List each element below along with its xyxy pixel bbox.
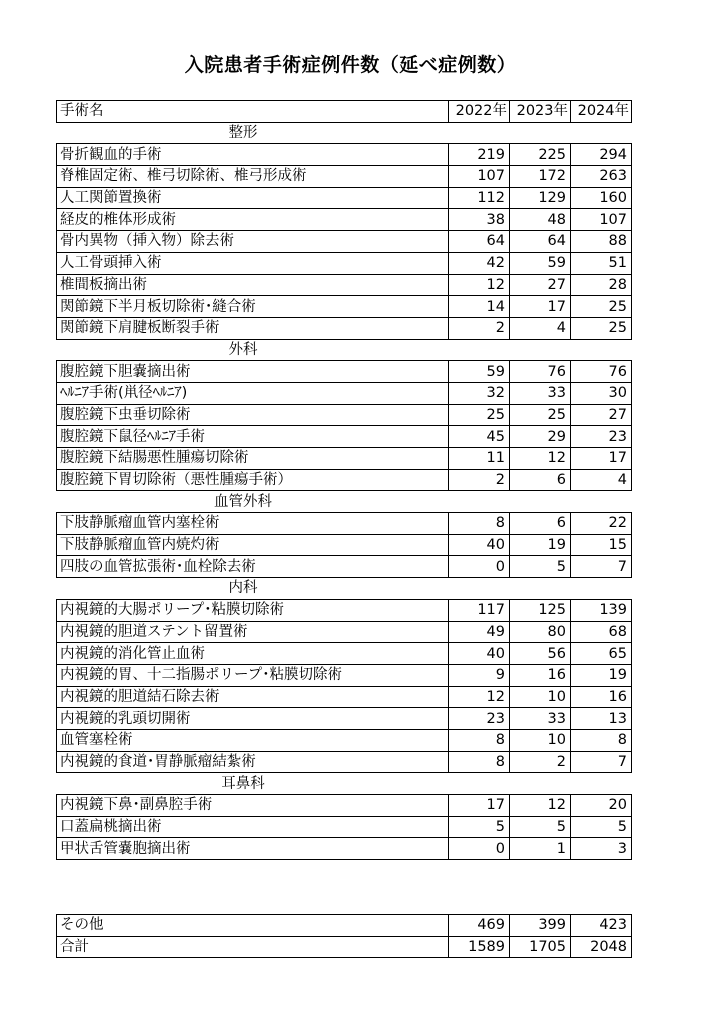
empty-cell	[571, 578, 632, 600]
count-2023-cell: 172	[510, 166, 571, 188]
count-2024-cell: 2048	[571, 936, 632, 958]
count-2024-cell: 294	[571, 144, 632, 166]
count-2022-cell: 2	[449, 317, 510, 339]
empty-cell	[510, 491, 571, 513]
procedure-name-cell: 関節鏡下肩腱板断裂手術	[57, 317, 449, 339]
count-2022-cell: 8	[449, 751, 510, 773]
count-2022-cell: 8	[449, 513, 510, 535]
empty-cell	[571, 122, 632, 144]
count-2023-cell: 10	[510, 729, 571, 751]
count-2024-cell: 107	[571, 209, 632, 231]
table-row	[57, 686, 632, 708]
procedure-name-cell: 脊椎固定術、椎弓切除術、椎弓形成術	[57, 166, 449, 188]
count-2024-cell: 27	[571, 404, 632, 426]
count-2022-cell: 0	[449, 838, 510, 860]
header-year-2023: 2023年	[510, 101, 571, 123]
count-2023-cell: 1705	[510, 936, 571, 958]
table-row	[57, 621, 632, 643]
count-2023-cell: 10	[510, 686, 571, 708]
count-2023-cell: 5	[510, 816, 571, 838]
section-header-row	[57, 491, 632, 513]
table-row	[57, 209, 632, 231]
count-2023-cell: 80	[510, 621, 571, 643]
procedure-name-cell: 骨内異物（挿入物）除去術	[57, 231, 449, 253]
count-2022-cell: 25	[449, 404, 510, 426]
count-2024-cell: 7	[571, 751, 632, 773]
procedure-name-cell: 腹腔鏡下鼠径ﾍﾙﾆｱ手術	[57, 426, 449, 448]
section-header-row	[57, 122, 632, 144]
count-2022-cell: 219	[449, 144, 510, 166]
count-2024-cell: 423	[571, 915, 632, 937]
procedure-name-cell: 内視鏡的乳頭切開術	[57, 708, 449, 730]
count-2023-cell: 64	[510, 231, 571, 253]
empty-cell	[449, 339, 510, 361]
procedure-name-cell: 内視鏡的胃、十二指腸ポリープ･粘膜切除術	[57, 664, 449, 686]
count-2022-cell: 1589	[449, 936, 510, 958]
count-2023-cell: 33	[510, 382, 571, 404]
count-2024-cell: 28	[571, 274, 632, 296]
count-2024-cell: 23	[571, 426, 632, 448]
count-2022-cell: 23	[449, 708, 510, 730]
count-2023-cell: 56	[510, 643, 571, 665]
count-2024-cell: 7	[571, 556, 632, 578]
count-2022-cell: 49	[449, 621, 510, 643]
table-row	[57, 708, 632, 730]
procedure-name-cell: 内視鏡下鼻･副鼻腔手術	[57, 795, 449, 817]
table-row	[57, 231, 632, 253]
procedure-name-cell: 内視鏡的胆道ステント留置術	[57, 621, 449, 643]
procedure-name-cell: 下肢静脈瘤血管内焼灼術	[57, 534, 449, 556]
count-2023-cell: 16	[510, 664, 571, 686]
count-2022-cell: 40	[449, 643, 510, 665]
count-2022-cell: 14	[449, 296, 510, 318]
table-header-row	[57, 101, 632, 123]
procedure-name-cell: 腹腔鏡下結腸悪性腫瘍切除術	[57, 448, 449, 470]
table-row	[57, 751, 632, 773]
count-2022-cell: 5	[449, 816, 510, 838]
totals-table	[56, 914, 632, 958]
table-row	[57, 729, 632, 751]
totals-row	[57, 936, 632, 958]
empty-cell	[510, 773, 571, 795]
table-row	[57, 795, 632, 817]
procedure-name-cell: 合計	[57, 936, 449, 958]
procedure-name-cell: 椎間板摘出術	[57, 274, 449, 296]
count-2024-cell: 16	[571, 686, 632, 708]
empty-cell	[510, 339, 571, 361]
count-2022-cell: 12	[449, 274, 510, 296]
count-2023-cell: 4	[510, 317, 571, 339]
empty-cell	[571, 339, 632, 361]
procedure-name-cell: 腹腔鏡下胆嚢摘出術	[57, 361, 449, 383]
count-2023-cell: 129	[510, 187, 571, 209]
table-row	[57, 317, 632, 339]
table-row	[57, 838, 632, 860]
table-row	[57, 144, 632, 166]
empty-cell	[449, 773, 510, 795]
table-row	[57, 448, 632, 470]
count-2024-cell: 17	[571, 448, 632, 470]
count-2022-cell: 32	[449, 382, 510, 404]
section-header-cell	[57, 339, 449, 361]
count-2023-cell: 25	[510, 404, 571, 426]
count-2024-cell: 13	[571, 708, 632, 730]
count-2023-cell: 1	[510, 838, 571, 860]
section-title: 耳鼻科	[221, 775, 265, 792]
count-2022-cell: 38	[449, 209, 510, 231]
table-row	[57, 252, 632, 274]
section-header-cell	[57, 491, 449, 513]
count-2023-cell: 48	[510, 209, 571, 231]
count-2024-cell: 30	[571, 382, 632, 404]
count-2024-cell: 88	[571, 231, 632, 253]
procedure-name-cell: 甲状舌管嚢胞摘出術	[57, 838, 449, 860]
count-2024-cell: 22	[571, 513, 632, 535]
count-2023-cell: 399	[510, 915, 571, 937]
count-2023-cell: 12	[510, 795, 571, 817]
count-2022-cell: 9	[449, 664, 510, 686]
count-2022-cell: 45	[449, 426, 510, 448]
table-row	[57, 513, 632, 535]
count-2023-cell: 5	[510, 556, 571, 578]
section-title: 内科	[228, 580, 258, 597]
count-2023-cell: 225	[510, 144, 571, 166]
empty-cell	[449, 578, 510, 600]
table-row	[57, 296, 632, 318]
empty-cell	[449, 122, 510, 144]
count-2024-cell: 4	[571, 469, 632, 491]
count-2023-cell: 6	[510, 469, 571, 491]
count-2023-cell: 19	[510, 534, 571, 556]
empty-cell	[510, 122, 571, 144]
count-2023-cell: 59	[510, 252, 571, 274]
count-2023-cell: 33	[510, 708, 571, 730]
empty-cell	[571, 773, 632, 795]
table-row	[57, 556, 632, 578]
procedure-name-cell: 関節鏡下半月板切除術･縫合術	[57, 296, 449, 318]
table-row	[57, 426, 632, 448]
procedure-name-cell: 骨折観血的手術	[57, 144, 449, 166]
section-title: 外科	[228, 341, 258, 358]
table-row	[57, 469, 632, 491]
section-header-row	[57, 773, 632, 795]
count-2022-cell: 11	[449, 448, 510, 470]
section-title: 血管外科	[214, 493, 272, 510]
section-header-row	[57, 578, 632, 600]
count-2022-cell: 117	[449, 599, 510, 621]
procedure-name-cell: 腹腔鏡下胃切除術（悪性腫瘍手術）	[57, 469, 449, 491]
count-2024-cell: 19	[571, 664, 632, 686]
section-title: 整形	[228, 125, 258, 142]
surgery-count-table	[56, 100, 632, 860]
table-row	[57, 166, 632, 188]
count-2023-cell: 17	[510, 296, 571, 318]
procedure-name-cell: ﾍﾙﾆｱ手術(鼡径ﾍﾙﾆｱ)	[57, 382, 449, 404]
totals-row	[57, 915, 632, 937]
count-2024-cell: 15	[571, 534, 632, 556]
count-2022-cell: 17	[449, 795, 510, 817]
procedure-name-cell: 内視鏡的食道･胃静脈瘤結紮術	[57, 751, 449, 773]
count-2024-cell: 5	[571, 816, 632, 838]
section-header-cell	[57, 122, 449, 144]
count-2024-cell: 68	[571, 621, 632, 643]
count-2024-cell: 20	[571, 795, 632, 817]
count-2022-cell: 42	[449, 252, 510, 274]
table-row	[57, 274, 632, 296]
count-2022-cell: 12	[449, 686, 510, 708]
table-row	[57, 361, 632, 383]
count-2024-cell: 160	[571, 187, 632, 209]
empty-cell	[449, 491, 510, 513]
count-2023-cell: 12	[510, 448, 571, 470]
count-2022-cell: 59	[449, 361, 510, 383]
table-row	[57, 643, 632, 665]
header-name-cell: 手術名	[57, 101, 449, 123]
procedure-name-cell: 内視鏡的大腸ポリープ･粘膜切除術	[57, 599, 449, 621]
count-2022-cell: 8	[449, 729, 510, 751]
count-2022-cell: 2	[449, 469, 510, 491]
count-2022-cell: 40	[449, 534, 510, 556]
count-2024-cell: 51	[571, 252, 632, 274]
page-title: 入院患者手術症例件数（延べ症例数）	[184, 54, 517, 76]
procedure-name-cell: 下肢静脈瘤血管内塞栓術	[57, 513, 449, 535]
section-header-cell	[57, 773, 449, 795]
count-2024-cell: 76	[571, 361, 632, 383]
count-2024-cell: 25	[571, 317, 632, 339]
section-header-cell	[57, 578, 449, 600]
procedure-name-cell: 内視鏡的胆道結石除去術	[57, 686, 449, 708]
count-2022-cell: 0	[449, 556, 510, 578]
procedure-name-cell: 腹腔鏡下虫垂切除術	[57, 404, 449, 426]
procedure-name-cell: 人工骨頭挿入術	[57, 252, 449, 274]
table-row	[57, 816, 632, 838]
table-row	[57, 404, 632, 426]
count-2024-cell: 263	[571, 166, 632, 188]
procedure-name-cell: 口蓋扁桃摘出術	[57, 816, 449, 838]
count-2024-cell: 3	[571, 838, 632, 860]
header-year-2022: 2022年	[449, 101, 510, 123]
count-2022-cell: 469	[449, 915, 510, 937]
header-year-2024: 2024年	[571, 101, 632, 123]
procedure-name-cell: 血管塞栓術	[57, 729, 449, 751]
surgery-table-body	[57, 101, 632, 860]
count-2023-cell: 6	[510, 513, 571, 535]
count-2022-cell: 112	[449, 187, 510, 209]
table-row	[57, 534, 632, 556]
count-2023-cell: 29	[510, 426, 571, 448]
table-row	[57, 187, 632, 209]
count-2024-cell: 139	[571, 599, 632, 621]
empty-cell	[510, 578, 571, 600]
count-2022-cell: 64	[449, 231, 510, 253]
procedure-name-cell: 経皮的椎体形成術	[57, 209, 449, 231]
count-2023-cell: 2	[510, 751, 571, 773]
count-2023-cell: 125	[510, 599, 571, 621]
procedure-name-cell: その他	[57, 915, 449, 937]
count-2024-cell: 8	[571, 729, 632, 751]
count-2022-cell: 107	[449, 166, 510, 188]
table-row	[57, 664, 632, 686]
totals-table-body	[57, 915, 632, 958]
count-2024-cell: 65	[571, 643, 632, 665]
count-2023-cell: 76	[510, 361, 571, 383]
procedure-name-cell: 四肢の血管拡張術･血栓除去術	[57, 556, 449, 578]
section-header-row	[57, 339, 632, 361]
count-2023-cell: 27	[510, 274, 571, 296]
procedure-name-cell: 人工関節置換術	[57, 187, 449, 209]
count-2024-cell: 25	[571, 296, 632, 318]
procedure-name-cell: 内視鏡的消化管止血術	[57, 643, 449, 665]
table-row	[57, 599, 632, 621]
empty-cell	[571, 491, 632, 513]
table-row	[57, 382, 632, 404]
